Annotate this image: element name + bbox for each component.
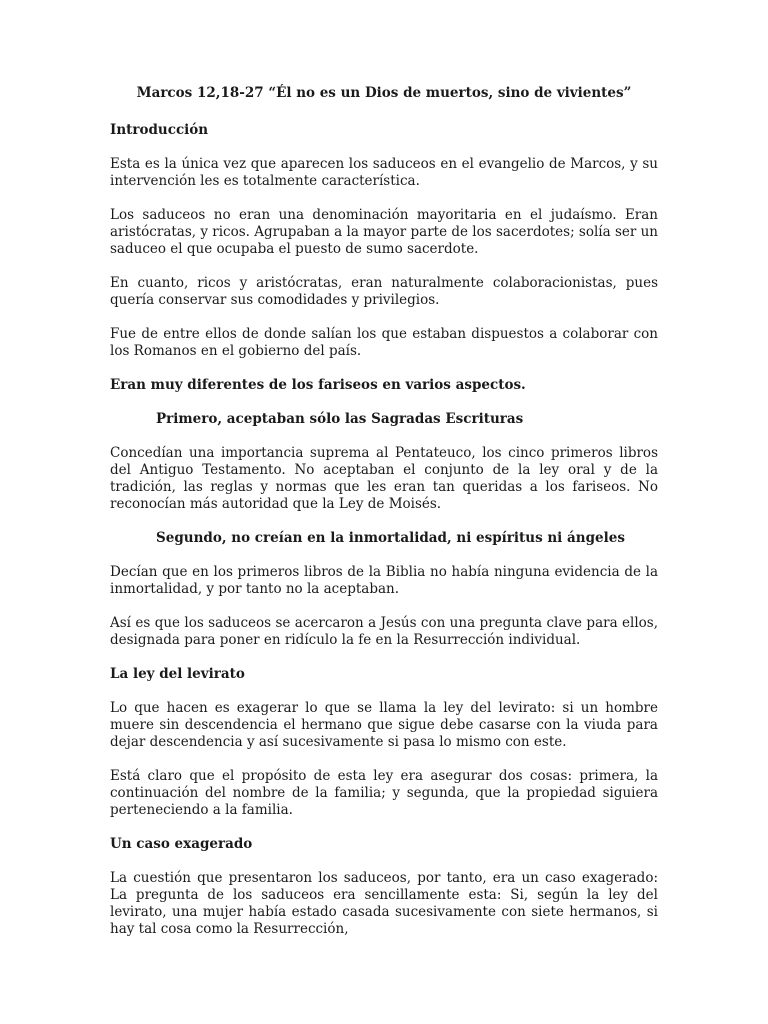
- document-title: Marcos 12,18-27 “Él no es un Dios de muertos, sino de vivientes”: [136, 85, 632, 101]
- paragraph: Concedían una importancia suprema al Pentateuco, los cinco primeros libros del Antiguo Testamento. No aceptaban el conjunto de la ley oral y de la tradición, las reglas y normas que les eran tan queridas a los fariseos. No reconocían más autoridad que la Ley de Moisés.: [110, 445, 658, 512]
- paragraph: La cuestión que presentaron los saduceos, por tanto, era un caso exagerado: La pregunta de los saduceos era sencillamente esta: Si, según la ley del levirato, una mujer había estado casada sucesivamente con siete hermanos, si hay tal cosa como la Resurrección,: [110, 870, 658, 937]
- heading-caso-exagerado: Un caso exagerado: [110, 836, 253, 852]
- paragraph: En cuanto, ricos y aristócratas, eran naturalmente colaboracionistas, pues quería conservar sus comodidades y privilegios.: [110, 275, 658, 308]
- heading-introduccion: Introducción: [110, 122, 209, 138]
- paragraph: Los saduceos no eran una denominación mayoritaria en el judaísmo. Eran aristócratas, y ricos. Agrupaban a la mayor parte de los sacerdotes; solía ser un saduceo el que ocupaba el puesto de sumo sacerdote.: [110, 207, 658, 257]
- paragraph: Fue de entre ellos de donde salían los que estaban dispuestos a colaborar con los Romanos en el gobierno del país.: [110, 326, 658, 359]
- paragraph: Lo que hacen es exagerar lo que se llama la ley del levirato: si un hombre muere sin descendencia el hermano que sigue debe casarse con la viuda para dejar descendencia y así sucesivamente si pasa lo mismo con este.: [110, 700, 658, 750]
- subheading-segundo: Segundo, no creían en la inmortalidad, ni espíritus ni ángeles: [156, 530, 625, 546]
- heading-diferentes: Eran muy diferentes de los fariseos en varios aspectos.: [110, 377, 526, 393]
- paragraph: Está claro que el propósito de esta ley era asegurar dos cosas: primera, la continuación del nombre de la familia; y segunda, que la propiedad siguiera perteneciendo a la familia.: [110, 768, 658, 818]
- subheading-primero: Primero, aceptaban sólo las Sagradas Escrituras: [156, 411, 524, 427]
- paragraph: Esta es la única vez que aparecen los saduceos en el evangelio de Marcos, y su intervención les es totalmente característica.: [110, 156, 658, 189]
- paragraph: Decían que en los primeros libros de la Biblia no había ninguna evidencia de la inmortalidad, y por tanto no la aceptaban.: [110, 564, 658, 597]
- paragraph: Así es que los saduceos se acercaron a Jesús con una pregunta clave para ellos, designada para poner en ridículo la fe en la Resurrección individual.: [110, 615, 658, 648]
- heading-levirato: La ley del levirato: [110, 666, 245, 682]
